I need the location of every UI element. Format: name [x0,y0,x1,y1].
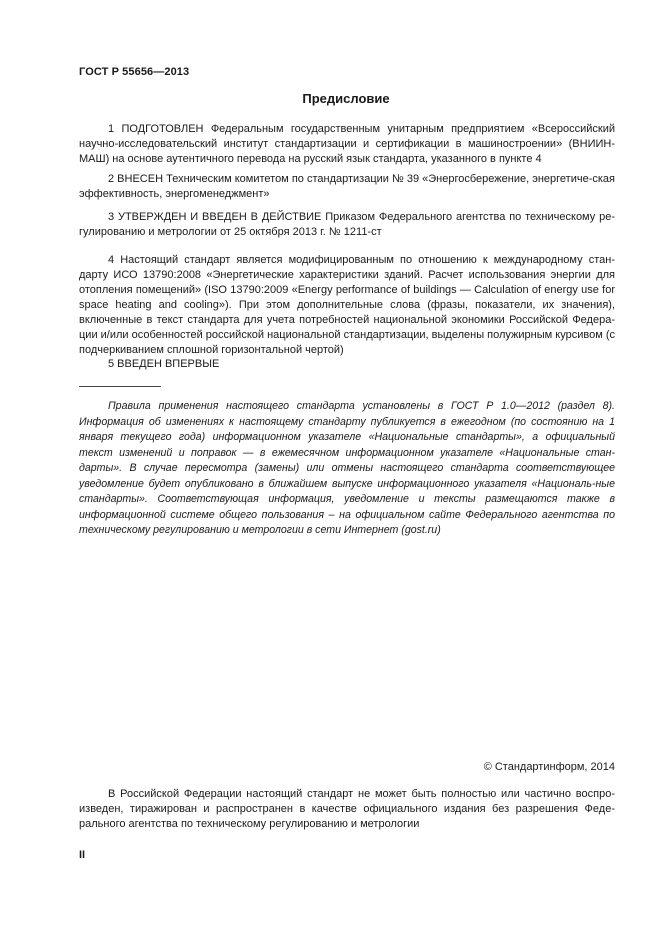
section-title: Предисловие [302,91,390,106]
page-number: II [79,849,86,861]
copyright-line: © Стандартинформ, 2014 [483,761,615,773]
foreword-item-5: 5 ВВЕДЕН ВПЕРВЫЕ [108,358,220,370]
notice-paragraph: Правила применения настоящего стандарта установлены в ГОСТ Р 1.0—2012 (раздел 8). Информация об изменениях к настоящему стандарту публикуется в ежегодном (по состоянию на 1 января текущего года) информационном указателе «Национальные стандарты», а официальный текст изменений и поправок — в ежемесячном информационном указателе «Национальные стан-дарты». В случае пересмотра (замены) или отмены настоящего стандарта соответствующее уведомление будет опубликовано в ближайшем выпуске информационного указателя «Националь-ные стандарты». Соответствующая информация, уведомление и тексты размещаются также в информационной системе общего пользования – на официальном сайте Федерального агентства по техническому регулированию и метрологии в сети Интернет (gost.ru) [79,400,615,536]
standard-code: ГОСТ Р 55656—2013 [79,66,190,78]
foreword-item-3: 3 УТВЕРЖДЕН И ВВЕДЕН В ДЕЙСТВИЕ Приказом Федерального агентства по техническому ре-гулированию и метрологии от 25 октября 2013 г. № 1211-ст [79,211,615,238]
foreword-item-2: 2 ВНЕСЕН Техническим комитетом по стандартизации № 39 «Энергосбережение, энергетиче-ская эффективность, энергоменеджмент» [79,173,615,200]
foreword-item-1: 1 ПОДГОТОВЛЕН Федеральным государственным унитарным предприятием «Всероссийский научно-исследовательский институт стандартизации и сертификации в машиностроении» (ВНИИН-МАШ) на основе аутентичного перевода на русский язык стандарта, указанного в пункте 4 [79,123,615,165]
separator-rule [79,386,161,387]
reproduction-notice: В Российской Федерации настоящий стандарт не может быть полностью или частично воспро-изведен, тиражирован и распространен в качестве официального издания без разрешения Феде-рального агентства по техническому регулированию и метрологии [79,788,615,830]
foreword-item-4: 4 Настоящий стандарт является модифицированным по отношению к международному стан-дарту ИСО 13790:2008 «Энергетические характеристики зданий. Расчет использования энергии для отопления помещений» (ISO 13790:2009 «Energy performance of buildings — Calculation of energy use for space heating and cooling»). При этом дополнительные слова (фразы, показатели, их значения), включенные в текст стандарта для учета потребностей национальной экономики Российской Федера-ции и/или особенностей российской национальной стандартизации, выделены полужирным курсивом (с подчеркиванием сплошной горизонтальной чертой) [79,254,615,356]
